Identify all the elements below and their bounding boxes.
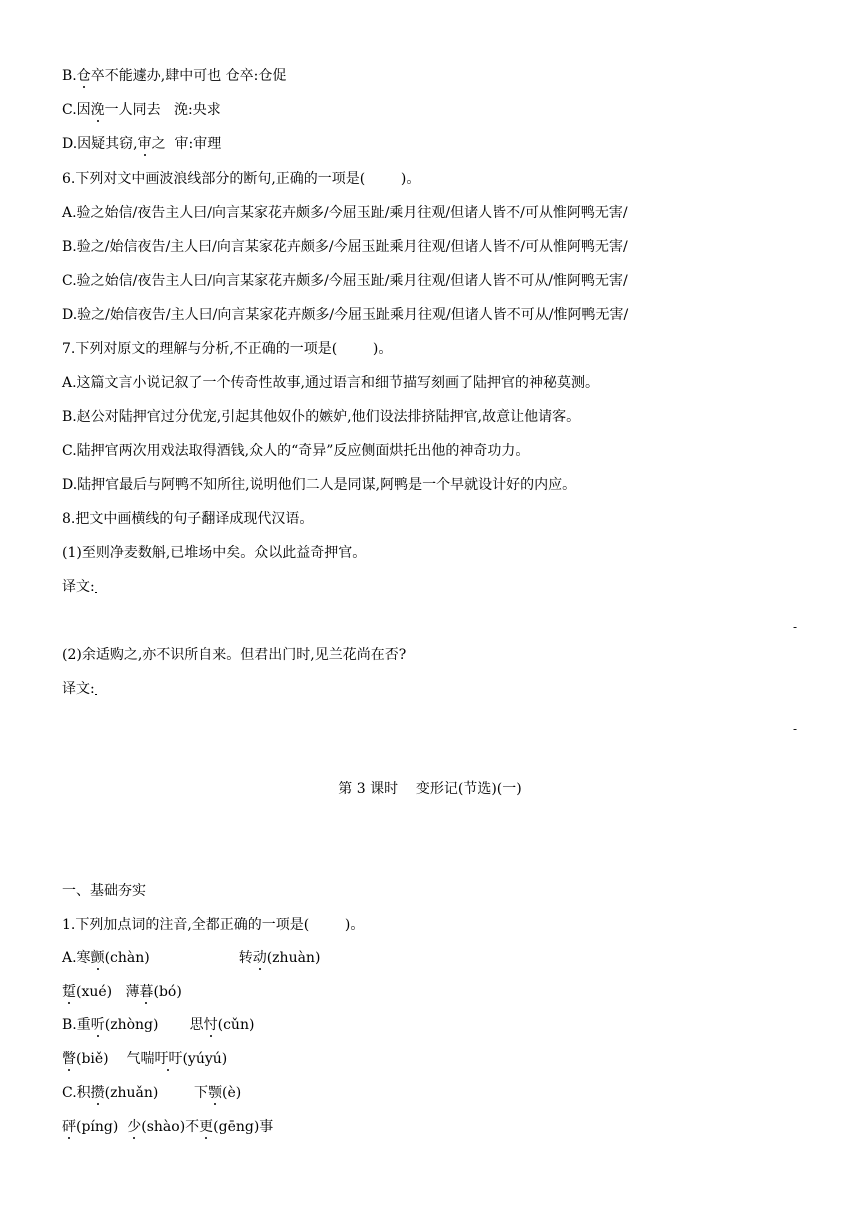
- emphasis-char: 瞥: [62, 1051, 76, 1067]
- emphasis-char: 踅: [62, 984, 76, 1000]
- emphasis-char: 浼: [90, 102, 105, 118]
- emphasis-char: 忖: [203, 1017, 218, 1033]
- emphasis-char: 仓: [76, 68, 91, 84]
- emphasis-char: 颤: [90, 950, 105, 966]
- q1-stem: 1.下列加点词的注音,全都正确的一项是( )。: [62, 917, 365, 933]
- q6-option-c: C.验之始信/夜告主人曰/向言某家花卉颇多/今屈玉趾/乘月往观/但诸人皆不可从/惟阿鸭无害/: [62, 273, 628, 289]
- q7-option-a: A.这篇文言小说记叙了一个传奇性故事,通过语言和细节描写刻画了陆押官的神秘莫测。: [62, 375, 600, 391]
- q5-option-b: B.仓卒不能遽办,肆中可也 仓卒:仓促: [62, 68, 287, 84]
- q7-stem: 7.下列对原文的理解与分析,不正确的一项是( )。: [62, 341, 393, 357]
- line-end-mark: -: [793, 620, 798, 634]
- section-heading: 一、基础夯实: [62, 883, 146, 899]
- answer-blank[interactable]: [95, 578, 97, 593]
- emphasis-char: 颚: [207, 1085, 222, 1101]
- emphasis-char: 审: [137, 136, 152, 152]
- q6-option-a: A.验之始信/夜告主人曰/向言某家花卉颇多/今屈玉趾/乘月往观/但诸人皆不/可从惟阿鸭无害/: [62, 205, 628, 221]
- emphasis-char: 吁吁: [154, 1051, 183, 1067]
- lesson-title: 第 3 课时 变形记(节选)(一): [338, 781, 522, 797]
- line-end-mark: -: [793, 722, 798, 736]
- q1-option-a-line2: 踅(xué) 薄暮(bó): [62, 984, 182, 1000]
- q5-option-c: C.因浼一人同去 浼:央求: [62, 102, 221, 118]
- emphasis-char: 听: [90, 1017, 105, 1033]
- q8-translation-label-2: 译文:: [62, 681, 95, 697]
- q7-option-c: C.陆押官两次用戏法取得酒钱,众人的“奇异”反应侧面烘托出他的神奇功力。: [62, 443, 530, 459]
- q8-sentence-2: (2)余适购之,亦不识所自来。但君出门时,见兰花尚在否?: [62, 647, 407, 663]
- emphasis-char: 砰: [62, 1119, 76, 1135]
- q8-sentence-1: (1)至则净麦数斛,已堆场中矣。众以此益奇押官。: [62, 545, 367, 561]
- q7-option-d: D.陆押官最后与阿鸭不知所往,说明他们二人是同谋,阿鸭是一个早就设计好的内应。: [62, 477, 577, 493]
- emphasis-char: 动: [252, 950, 267, 966]
- q6-option-b: B.验之/始信夜告/主人曰/向言某家花卉颇多/今屈玉趾乘月往观/但诸人皆不/可从惟阿鸭无害/: [62, 239, 628, 255]
- emphasis-char: 暮: [139, 984, 154, 1000]
- q1-option-c-line1: C.积攒(zhuǎn) 下颚(è): [62, 1085, 242, 1101]
- q8-translation-label-1: 译文:: [62, 579, 95, 595]
- emphasis-char: 更: [199, 1119, 214, 1135]
- q8-stem: 8.把文中画横线的句子翻译成现代汉语。: [62, 511, 314, 527]
- q6-option-d: D.验之/始信夜告/主人曰/向言某家花卉颇多/今屈玉趾乘月往观/但诸人皆不可从/惟阿鸭无害/: [62, 307, 629, 323]
- q1-option-a-line1: A.寒颤(chàn) 转动(zhuàn): [62, 950, 321, 966]
- q6-stem: 6.下列对文中画波浪线部分的断句,正确的一项是( )。: [62, 171, 421, 187]
- emphasis-char: 攒: [90, 1085, 105, 1101]
- emphasis-char: 少: [127, 1119, 142, 1135]
- answer-blank[interactable]: [95, 680, 97, 695]
- q7-option-b: B.赵公对陆押官过分优宠,引起其他奴仆的嫉妒,他们设法排挤陆押官,故意让他请客。: [62, 409, 581, 425]
- q1-option-c-line2: 砰(píng) 少(shào)不更(gēng)事: [62, 1119, 274, 1135]
- q1-option-b-line1: B.重听(zhòng) 思忖(cǔn): [62, 1017, 255, 1033]
- q5-option-d: D.因疑其窃,审之 审:审理: [62, 136, 222, 152]
- q1-option-b-line2: 瞥(biě) 气喘吁吁(yúyú): [62, 1051, 228, 1067]
